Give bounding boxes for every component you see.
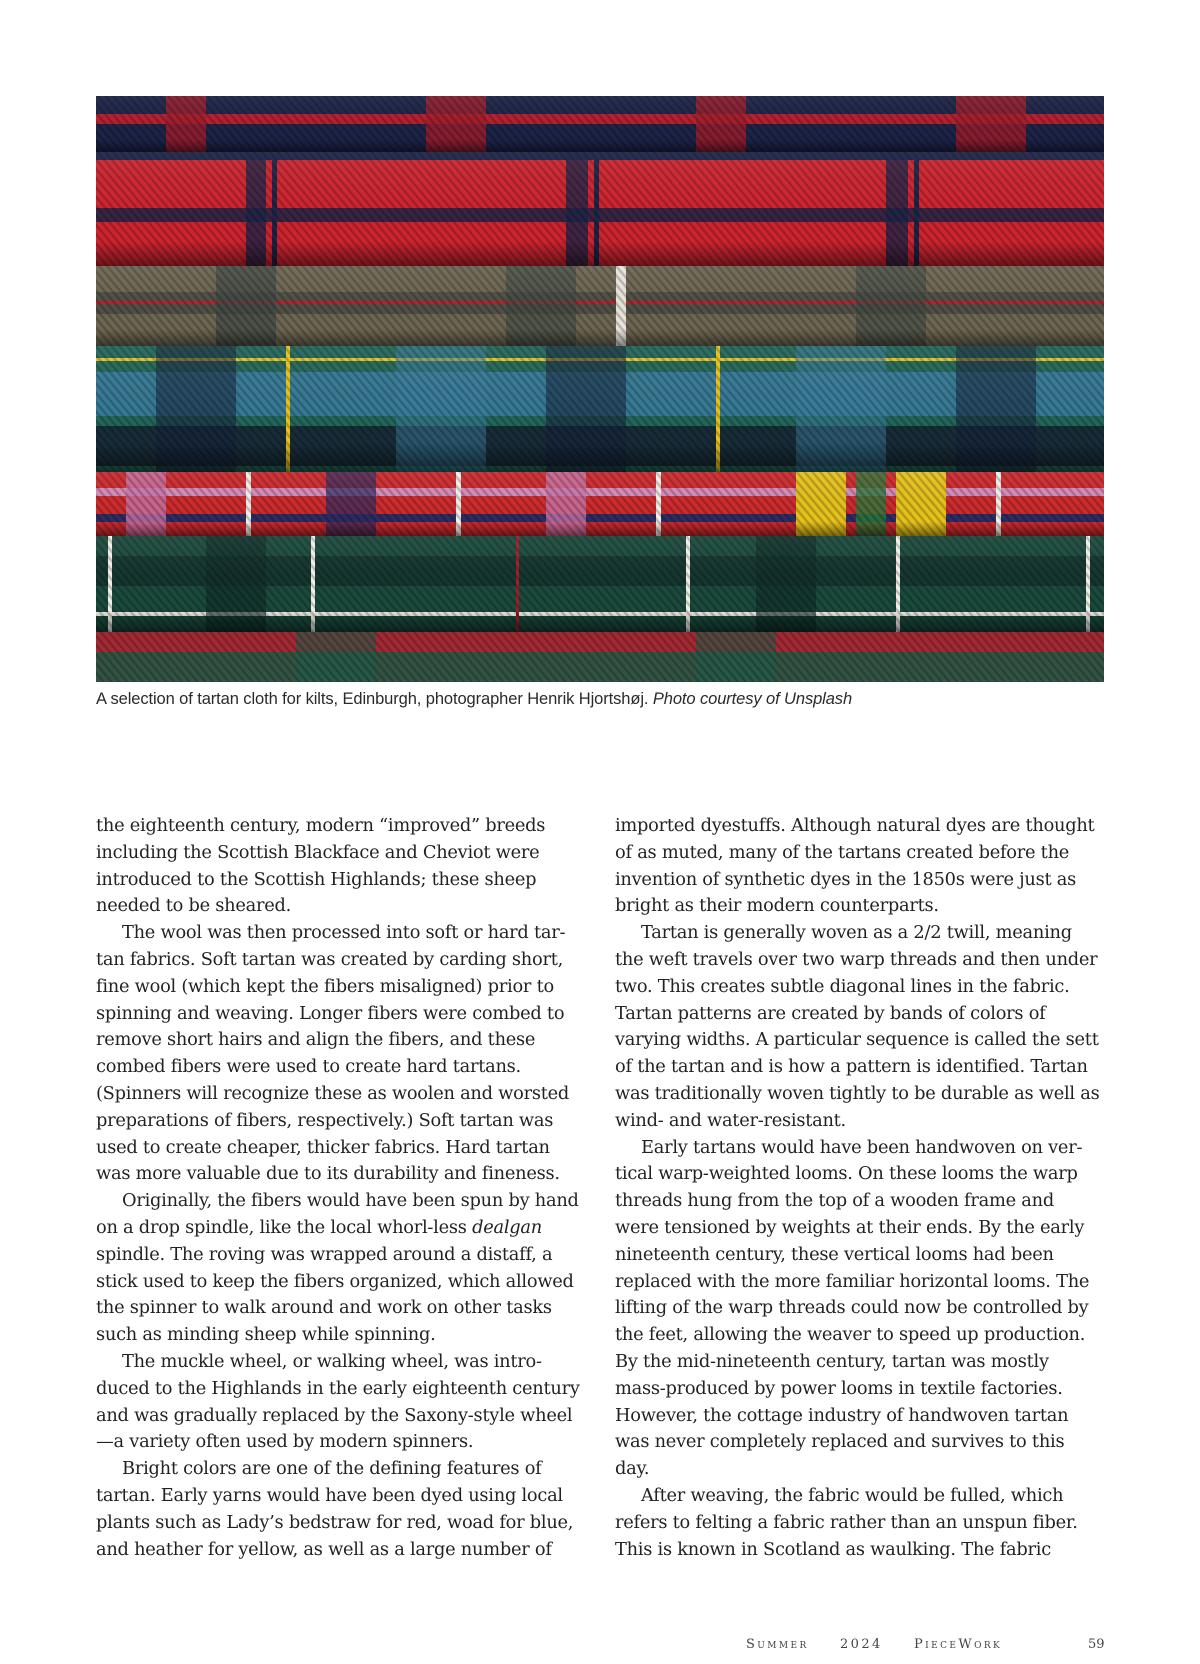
left-paragraph-5: Bright colors are one of the defining features of tartan. Early yarns would have been dyed using local plants such as Lady’s bedstraw for red, woad for blue, and heather for yellow, as well as a large number of xyxy=(96,1458,574,1560)
caption-credit: Photo courtesy of Unsplash xyxy=(652,690,853,708)
left-paragraph-4: The muckle wheel, or walking wheel, was introduced to the Highlands in the early eighteenth century and was gradually replaced by the Saxony-style wheel—a variety often used by modern spinners. xyxy=(96,1350,580,1453)
tartan-band-red xyxy=(96,152,1104,270)
tartan-band-dark-green xyxy=(96,536,1104,634)
page-number: 59 xyxy=(1088,1637,1105,1652)
right-paragraph-4: After weaving, the fabric would be fulled, which refers to felting a fabric rather than an unspun fiber. This is known in Scotland as waulking. The fabric xyxy=(615,1484,1078,1560)
italic-term: dealgan xyxy=(472,1216,542,1238)
tartan-band-multicolour xyxy=(96,472,1104,538)
right-paragraph-2: Tartan is generally woven as a 2/2 twill, meaning the weft travels over two warp threads and then under two. This creates subtle diagonal lines in the fabric. Tartan patterns are created by bands of colors of varying widths. A particular sequence is called the sett of the tartan and is how a pattern is identified. Tartan was traditionally woven tightly to be durable as well as wind- and water-resistant. xyxy=(615,922,1100,1131)
tartan-band-bottom xyxy=(96,632,1104,682)
right-paragraph-3: Early tartans would have been handwoven on vertical warp-weighted looms. On these looms the warp threads hung from the top of a wooden frame and were tensioned by weights at their ends. By the early nineteenth century, these vertical looms had been replaced with the more familiar horizontal looms. The lifting of the warp threads could now be controlled by the feet, allowing the weaver to speed up production. By the mid-nineteenth century, tartan was mostly mass-produced by power looms in textile factories. However, the cottage industry of handwoven tartan was never completely replaced and survives to this day. xyxy=(615,1136,1090,1480)
right-paragraph-1: imported dyestuffs. Although natural dyes are thought of as muted, many of the tartans created before the invention of synthetic dyes in the 1850s were just as bright as their modern counterparts. xyxy=(615,815,1095,917)
paragraph-text: Originally, the fibers would have been spun by hand on a drop spindle, like the local whorl-less xyxy=(96,1190,579,1238)
left-paragraph-2: The wool was then processed into soft or hard tartan fabrics. Soft tartan was created by carding short, fine wool (which kept the fibers misaligned) prior to spinning and weaving. Longer fibers were combed to remove short hairs and align the fibers, and these combed fibers were used to create hard tartans. (Spinners will recognize these as woolen and worsted preparations of fibers, respectively.) Soft tartan was used to create cheaper, thicker fabrics. Hard tartan was more valuable due to its durability and fineness. xyxy=(96,922,570,1185)
left-paragraph-1: the eighteenth century, modern “improved” breeds including the Scottish Blackface and Cheviot were introduced to the Scottish Highlands; these sheep needed to be sheared. xyxy=(96,815,546,917)
left-paragraph-3 xyxy=(96,1188,583,1349)
footer-season: Summer xyxy=(746,1637,809,1652)
caption-main: A selection of tartan cloth for kilts, Edinburgh, photographer Henrik Hjortshøj. xyxy=(96,690,649,708)
footer-year: 2024 xyxy=(840,1637,883,1652)
tartan-stack-image xyxy=(96,96,1104,682)
tartan-photo xyxy=(96,96,1104,682)
photo-caption xyxy=(96,690,1106,709)
paragraph-text: spindle. The roving was wrapped around a distaff, a stick used to keep the fibers organized, which allowed the spinner to walk around and work on other tasks such as minding sheep while spinning. xyxy=(96,1243,574,1346)
right-column xyxy=(615,813,1102,1563)
tartan-band-navy-red xyxy=(96,96,1104,154)
tartan-band-green-blue xyxy=(96,346,1104,474)
footer-magazine: PieceWork xyxy=(914,1637,1003,1652)
tartan-band-olive xyxy=(96,266,1104,350)
left-column xyxy=(96,813,583,1563)
